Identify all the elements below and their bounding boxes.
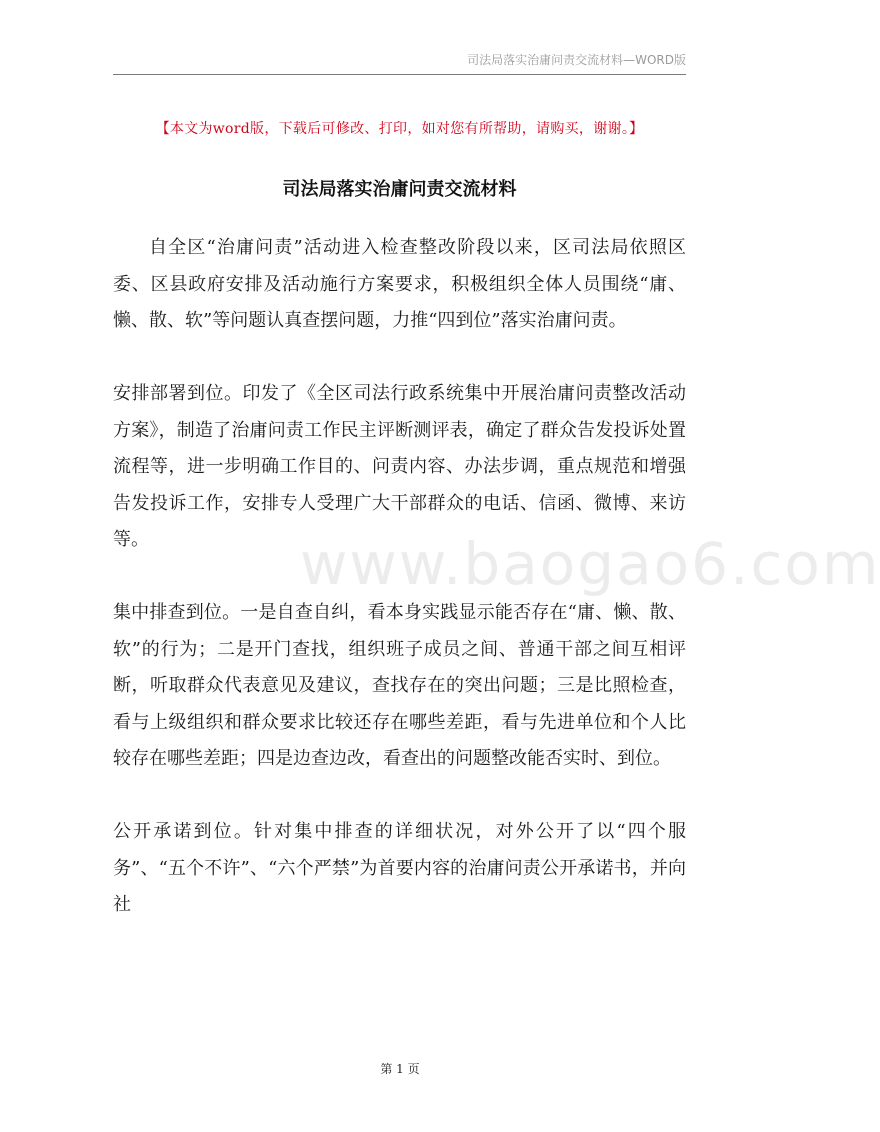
page-header: 司法局落实治庸问责交流材料—WORD版 [467,53,686,67]
page-number: 第 1 页 [380,1062,420,1076]
body-paragraph: 公开承诺到位。针对集中排查的详细状况，对外公开了以“四个服务”、“五个不许”、“六个严禁”为首要内容的治庸问责公开承诺书，并向社 [113,821,686,915]
body-paragraph: 自全区“治庸问责”活动进入检查整改阶段以来，区司法局依照区委、区县政府安排及活动施行方案要求，积极组织全体人员围绕“庸、懒、散、软”等问题认真查摆问题，力推“四到位”落实治庸问责。 [113,237,686,331]
body-paragraph: 安排部署到位。印发了《全区司法行政系统集中开展治庸问责整改活动方案》，制造了治庸问责工作民主评断测评表，确定了群众告发投诉处置流程等，进一步明确工作目的、问责内容、办法步调，重点规范和增强告发投诉工作，安排专人受理广大干部群众的电话、信函、微博、来访等。 [113,383,686,550]
header-divider [113,74,686,75]
document-body [113,230,686,960]
watermark-text: www.baogao6.com [300,530,880,598]
document-title: 司法局落实治庸问责交流材料 [282,179,517,200]
body-paragraph: 集中排查到位。一是自查自纠，看本身实践显示能否存在“庸、懒、散、软”的行为；二是开门查找，组织班子成员之间、普通干部之间互相评断，听取群众代表意见及建议，查找存在的突出问题；三是比照检查，看与上级组织和群众要求比较还存在哪些差距，看与先进单位和个人比较存在哪些差距；四是边查边改，看查出的问题整改能否实时、到位。 [113,602,686,769]
download-notice: 【本文为word版，下载后可修改、打印，如对您有所帮助，请购买，谢谢。】 [155,121,644,137]
